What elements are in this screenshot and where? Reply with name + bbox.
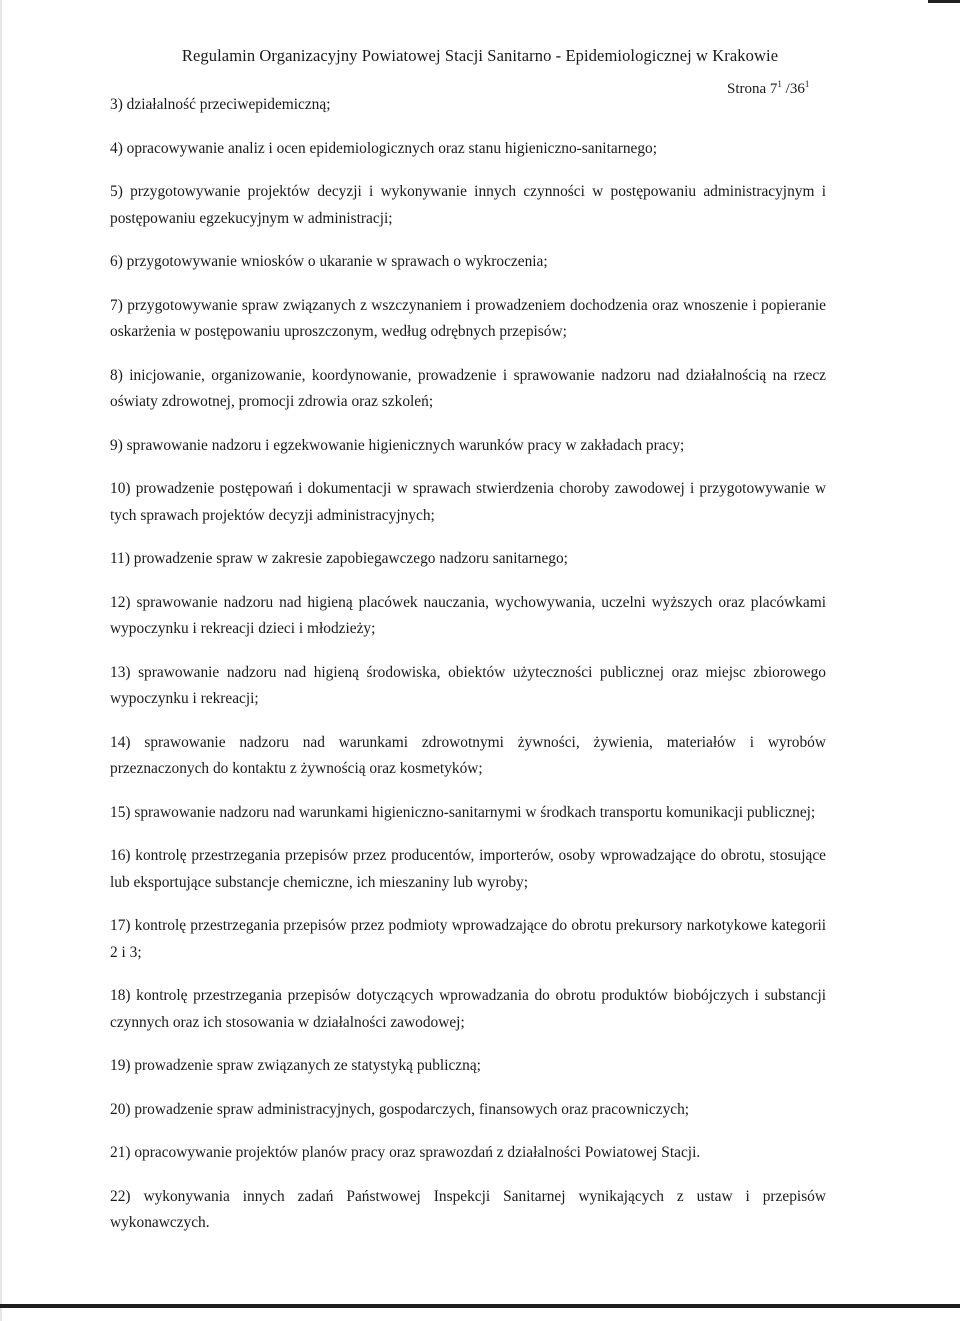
scan-edge-top xyxy=(928,0,960,3)
list-item: 4) opracowywanie analiz i ocen epidemiologicznych oraz stanu higieniczno-sanitarnego; xyxy=(110,139,658,157)
list-item: 8) inicjowanie, organizowanie, koordynowanie, prowadzenie i sprawowanie nadzoru nad działalnością na rzecz oświaty zdrowotnej, promocji zdrowia oraz szkoleń; xyxy=(110,366,826,410)
list-item: 14) sprawowanie nadzoru nad warunkami zdrowotnymi żywności, żywienia, materiałów i wyrobów przeznaczonych do kontaktu z żywnością oraz kosmetyków; xyxy=(110,733,826,777)
scan-edge-left xyxy=(0,0,2,1321)
list-item: 20) prowadzenie spraw administracyjnych, gospodarczych, finansowych oraz pracowniczych; xyxy=(110,1100,690,1118)
list-item: 10) prowadzenie postępowań i dokumentacji w sprawach stwierdzenia choroby zawodowej i przygotowywanie w tych sprawach projektów decyzji administracyjnych; xyxy=(110,480,826,524)
document-header: Regulamin Organizacyjny Powiatowej Stacji Sanitarno - Epidemiologicznej w Krakowie xyxy=(181,46,779,65)
scan-edge-bottom xyxy=(0,1304,960,1308)
list-item: 12) sprawowanie nadzoru nad higieną placówek nauczania, wychowywania, uczelni wyższych oraz placówkami wypoczynku i rekreacji dzieci i młodzieży; xyxy=(110,593,826,637)
list-item: 16) kontrolę przestrzegania przepisów przez producentów, importerów, osoby wprowadzające do obrotu, stosujące lub eksportujące substancje chemiczne, ich mieszaniny lub wyroby; xyxy=(110,847,826,891)
task-list xyxy=(110,92,826,1254)
list-item: 21) opracowywanie projektów planów pracy oraz sprawozdań z działalności Powiatowej Stacji. xyxy=(110,1144,701,1161)
list-item: 15) sprawowanie nadzoru nad warunkami higieniczno-sanitarnymi w środkach transportu komunikacji publicznej; xyxy=(110,803,816,821)
list-item: 13) sprawowanie nadzoru nad higieną środowiska, obiektów użyteczności publicznej oraz miejsc zbiorowego wypoczynku i rekreacji; xyxy=(110,663,826,707)
page-number-total: /36 xyxy=(781,81,805,97)
page-number-prefix: Strona 7 xyxy=(727,81,778,97)
page-number-sup-1: 1 xyxy=(777,79,782,89)
list-item: 7) przygotowywanie spraw związanych z wszczynaniem i prowadzeniem dochodzenia oraz wnoszenie i popieranie oskarżenia w postępowaniu uproszczonym, według odrębnych przepisów; xyxy=(110,296,826,340)
list-item: 11) prowadzenie spraw w zakresie zapobiegawczego nadzoru sanitarnego; xyxy=(110,550,568,567)
list-item: 17) kontrolę przestrzegania przepisów przez podmioty wprowadzające do obrotu prekursory narkotykowe kategorii 2 i 3; xyxy=(110,917,826,961)
list-item: 9) sprawowanie nadzoru i egzekwowanie higienicznych warunków pracy w zakładach pracy; xyxy=(110,436,685,454)
list-item: 18) kontrolę przestrzegania przepisów dotyczących wprowadzania do obrotu produktów biobójczych i substancji czynnych oraz ich stosowania w działalności zawodowej; xyxy=(110,987,826,1031)
page-number-sup-2: 1 xyxy=(804,79,810,89)
list-item: 6) przygotowywanie wniosków o ukaranie w sprawach o wykroczenia; xyxy=(110,253,548,270)
list-item: 22) wykonywania innych zadań Państwowej Inspekcji Sanitarnej wynikających z ustaw i przepisów wykonawczych. xyxy=(110,1187,826,1231)
list-item: 3) działalność przeciwepidemiczną; xyxy=(110,96,331,113)
list-item: 19) prowadzenie spraw związanych ze statystyką publiczną; xyxy=(110,1057,481,1074)
list-item: 5) przygotowywanie projektów decyzji i wykonywanie innych czynności w postępowaniu administracyjnym i postępowaniu egzekucyjnym w administracji; xyxy=(110,183,826,227)
